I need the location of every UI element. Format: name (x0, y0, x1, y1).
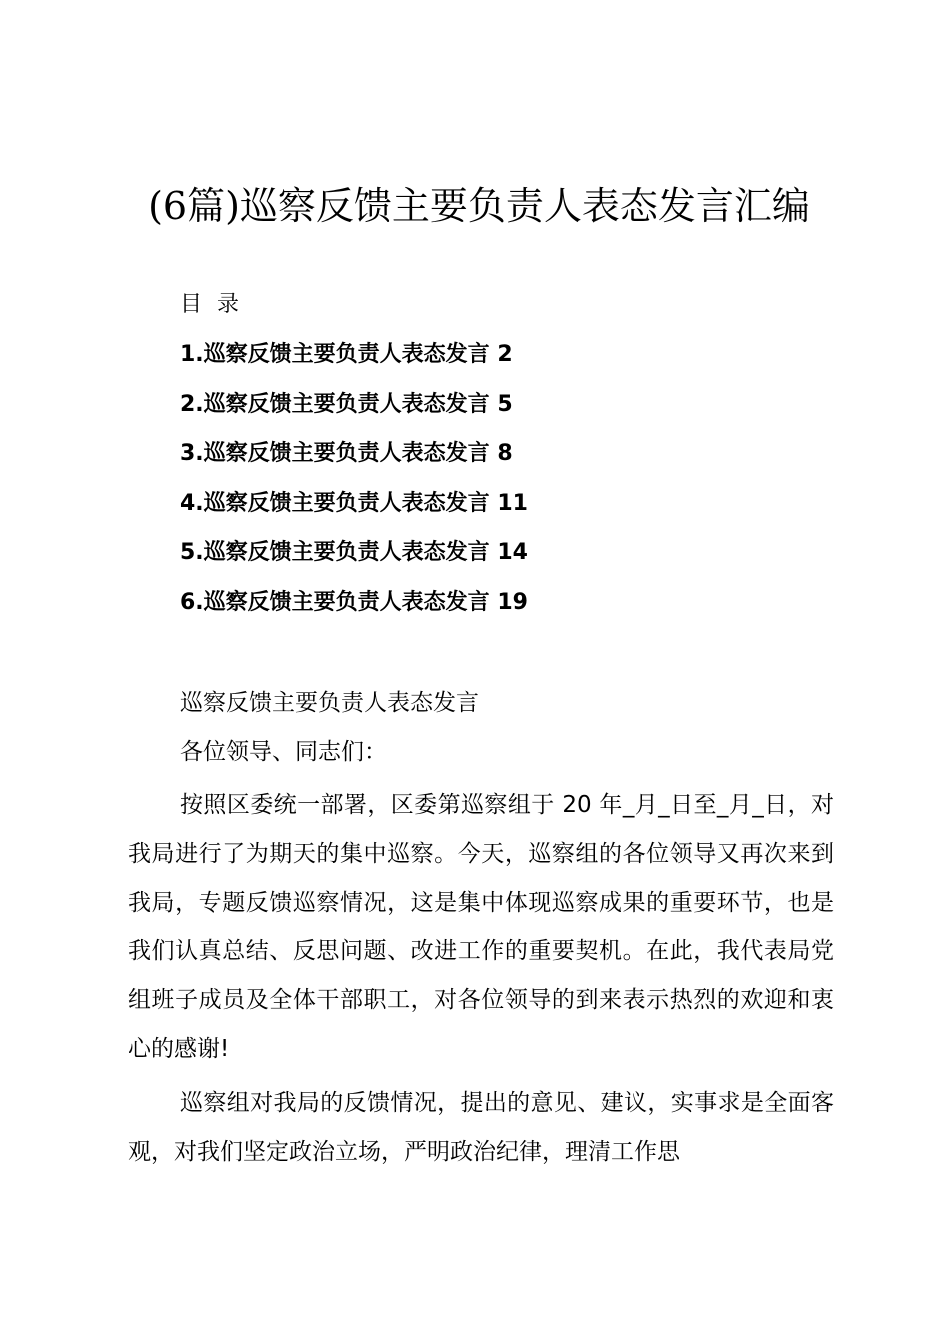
toc-entry[interactable]: 6.巡察反馈主要负责人表态发言 19 (180, 589, 528, 615)
toc-entry[interactable]: 3.巡察反馈主要负责人表态发言 8 (180, 441, 513, 467)
toc-entry[interactable]: 2.巡察反馈主要负责人表态发言 5 (180, 391, 513, 417)
toc-entry[interactable]: 4.巡察反馈主要负责人表态发言 11 (180, 490, 528, 516)
toc-heading: 目 录 (180, 292, 243, 317)
toc-entry[interactable]: 5.巡察反馈主要负责人表态发言 14 (180, 540, 528, 566)
table-of-contents (180, 340, 528, 638)
greeting: 各位领导、同志们： (180, 739, 387, 765)
body-paragraph: 巡察组对我局的反馈情况，提出的意见、建议，实事求是全面客观，对我们坚定政治立场，严明政治纪律，理清工作思 (128, 1090, 834, 1165)
toc-entry[interactable]: 1.巡察反馈主要负责人表态发言 2 (180, 342, 513, 367)
body-paragraph: 按照区委统一部署，区委第巡察组于 20 年_月_日至_月_日，对我局进行了为期天的集中巡察。今天，巡察组的各位领导又再次来到我局，专题反馈巡察情况，这是集中体现巡察成果的重要环节，也是我们认真总结、反思问题、改进工作的重要契机。在此，我代表局党组班子成员及全体干部职工，对各位领导的到来表示热烈的欢迎和衷心的感谢! (128, 792, 834, 1062)
section-title: 巡察反馈主要负责人表态发言 (180, 690, 479, 716)
document-title: (6篇)巡察反馈主要负责人表态发言汇编 (148, 184, 810, 228)
